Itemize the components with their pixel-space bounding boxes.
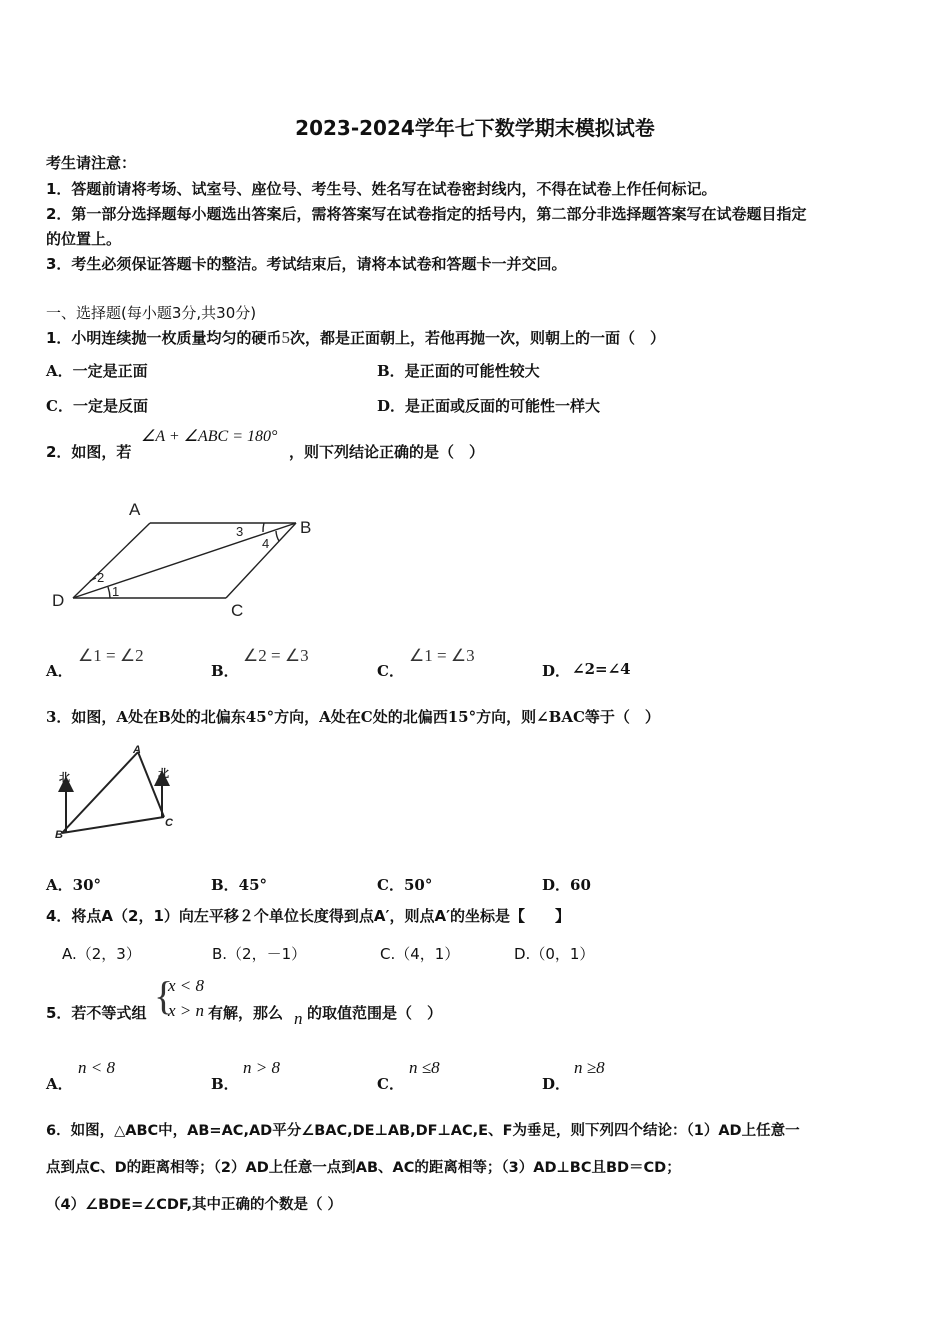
q2-label-a: A: [129, 500, 141, 519]
q4-option-c[interactable]: C.（4，1）: [380, 945, 460, 963]
q5-stem-start: 5．若不等式组: [46, 1004, 147, 1022]
q3-option-a[interactable]: A．30°: [46, 876, 102, 894]
q2-formula: ∠A + ∠ABC = 180°: [141, 428, 278, 445]
q1-option-b[interactable]: B．是正面的可能性较大: [377, 362, 540, 380]
q3-north-label-b: 北: [59, 772, 70, 784]
q4-option-a[interactable]: A.（2，3）: [62, 945, 141, 963]
q5-option-c-letter[interactable]: C．: [377, 1075, 404, 1093]
q5-option-d-letter[interactable]: D．: [542, 1075, 571, 1093]
notice-item: 2．第一部分选择题每小题选出答案后，需将答案写在试卷指定的括号内，第二部分非选择题答案写在试卷题目指定: [46, 205, 807, 223]
q2-stem-start: 2．如图，若: [46, 443, 132, 461]
q5-inequality-2: x > n: [168, 1001, 205, 1020]
q2-angle-1-arc: [108, 587, 110, 598]
q5-option-b-letter[interactable]: B．: [211, 1075, 239, 1093]
q3-label-a: A: [133, 744, 141, 756]
q5-stem-end: 的取值范围是（ ）: [307, 1004, 443, 1022]
q3-option-c[interactable]: C．50°: [377, 876, 433, 894]
q4-option-d[interactable]: D.（0，1）: [514, 945, 595, 963]
q1-option-a[interactable]: A．一定是正面: [46, 362, 148, 380]
q3-label-b: B: [55, 829, 63, 841]
q2-stem-end: ，则下列结论正确的是（ ）: [289, 443, 485, 461]
q2-option-b-math: ∠2 = ∠3: [243, 646, 309, 665]
q2-option-d-letter[interactable]: D．: [542, 662, 571, 680]
q3-option-b[interactable]: B．45°: [211, 876, 268, 894]
q2-angle-3-arc: [263, 523, 264, 532]
q6-stem-line: 6．如图，△ABC中，AB=AC,AD平分∠BAC,DE⊥AB,DF⊥AC,E、F为垂足，则下列四个结论：（1）AD上任意一: [46, 1123, 800, 1139]
q6-stem-line: 点到点C、D的距离相等；（2）AD上任意一点到AB、AC的距离相等；（3）AD⊥BC且BD＝CD；: [46, 1160, 681, 1176]
q5-option-a-math: n < 8: [78, 1058, 115, 1077]
q2-label-b: B: [300, 518, 312, 537]
q2-label-c: C: [231, 601, 244, 620]
q2-label-angle-4: 4: [262, 536, 270, 551]
q5-option-d-math: n ≥8: [574, 1058, 605, 1077]
q2-parallelogram-figure: [40, 490, 330, 620]
q1-stem: [46, 327, 665, 348]
notice-item: 3．考生必须保证答题卡的整洁。考试结束后，请将本试卷和答题卡一并交回。: [46, 255, 567, 273]
q4-stem: 4．将点A（2，1）向左平移２个单位长度得到点A′，则点A′的坐标是【 】: [46, 907, 571, 925]
q3-side-bc: [62, 817, 164, 833]
q2-angle-4-arc: [276, 531, 279, 541]
q5-stem-mid: 有解，那么: [208, 1004, 284, 1022]
q1-option-c[interactable]: C．一定是反面: [46, 397, 148, 415]
q5-option-c-math: n ≤8: [409, 1058, 440, 1077]
page-title: 2023-2024学年七下数学期末模拟试卷: [295, 116, 655, 140]
q2-option-c-letter[interactable]: C．: [377, 662, 404, 680]
q5-inequality-1: x < 8: [168, 976, 205, 995]
notice-item: 1．答题前请将考场、试室号、座位号、考生号、姓名写在试卷密封线内，不得在试卷上作任何标记。: [46, 180, 717, 198]
q3-side-ba: [62, 752, 138, 833]
q5-option-b-math: n > 8: [243, 1058, 280, 1077]
q3-label-c: C: [165, 817, 173, 829]
q2-diagonal-db: [73, 523, 296, 598]
q2-label-d: D: [52, 591, 65, 610]
q2-option-a-letter[interactable]: A．: [46, 662, 73, 680]
q3-stem: 3．如图，A处在B处的北偏东45°方向，A处在C处的北偏西15°方向，则∠BAC等于（ ）: [46, 708, 660, 726]
notice-heading: 考生请注意：: [46, 154, 137, 172]
q3-triangle-figure: [50, 740, 190, 845]
q1-stem-number: 5: [281, 328, 290, 347]
q2-option-c-math: ∠1 = ∠3: [409, 646, 475, 665]
section-heading: 一、选择题(每小题3分,共30分): [46, 304, 257, 322]
q5-system-brace: {: [154, 973, 174, 1018]
q3-option-d[interactable]: D．60: [542, 876, 591, 894]
q2-label-angle-1: 1: [112, 584, 120, 599]
q4-option-b[interactable]: B.（2，－1）: [212, 945, 307, 963]
q2-label-angle-3: 3: [236, 524, 244, 539]
q3-side-ac: [138, 752, 164, 817]
q2-label-angle-2: 2: [97, 570, 105, 585]
q5-variable: n: [294, 1009, 303, 1028]
q2-option-d-math: ∠2=∠4: [572, 660, 631, 678]
q1-stem-end: 次，都是正面朝上，若他再抛一次，则朝上的一面（ ）: [289, 329, 665, 347]
q2-option-a-math: ∠1 = ∠2: [78, 646, 144, 665]
q1-option-d[interactable]: D．是正面或反面的可能性一样大: [377, 397, 601, 415]
q3-north-label-c: 北: [158, 768, 169, 780]
q6-stem-line: （4）∠BDE=∠CDF,其中正确的个数是（ ）: [46, 1197, 343, 1213]
q2-option-b-letter[interactable]: B．: [211, 662, 239, 680]
q1-stem-start: 1．小明连续抛一枚质量均匀的硬币: [46, 329, 282, 347]
q5-option-a-letter[interactable]: A．: [46, 1075, 73, 1093]
notice-item: 的位置上。: [46, 230, 122, 248]
